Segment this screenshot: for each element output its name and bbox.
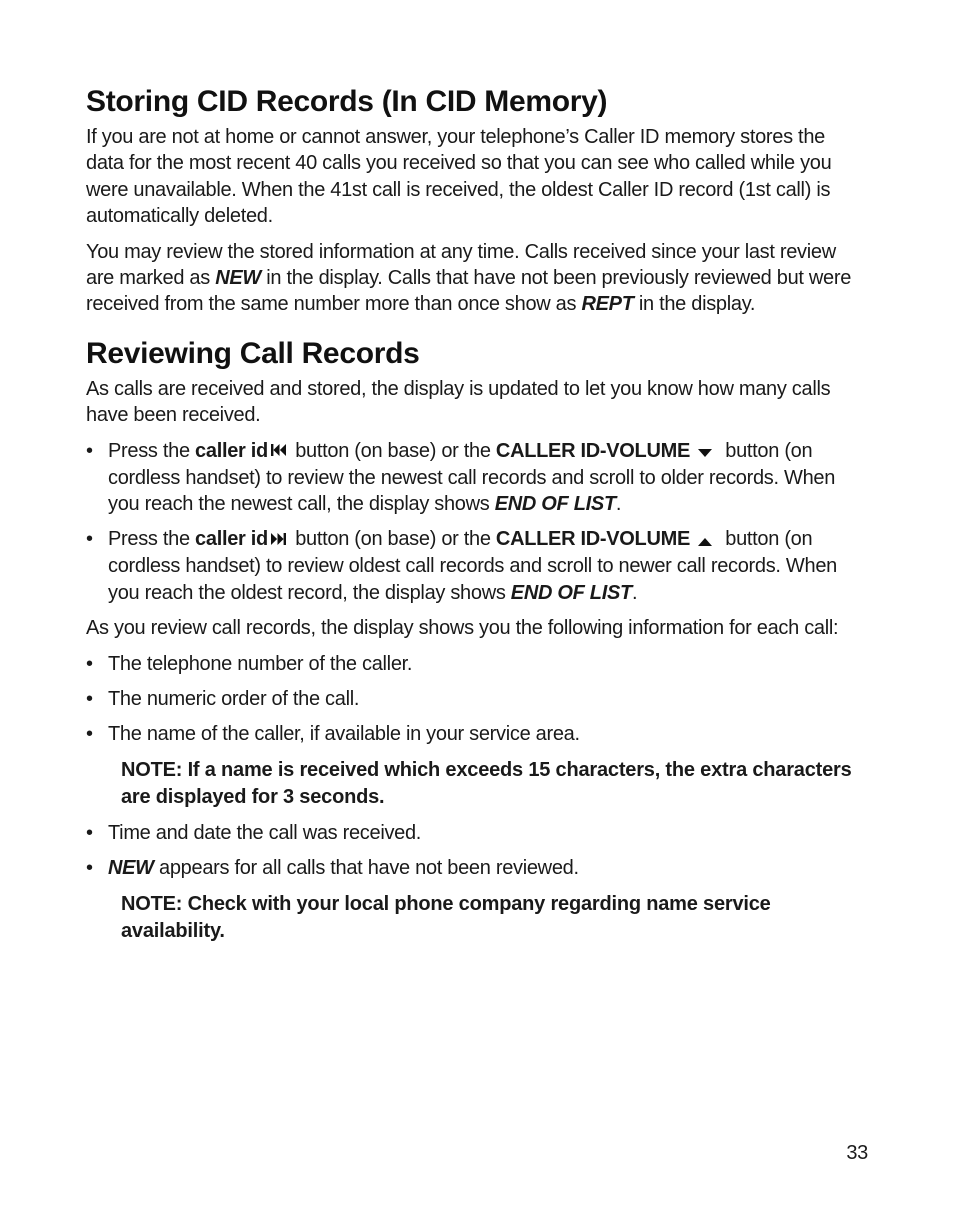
list-item-oldest: • Press the caller id button (on base) or the CALLER ID-VOLUME button (on cordless handset) to review oldest call records and scroll to newer call records. When you reach the oldest record, the display shows END OF LIST. (86, 526, 866, 606)
section-title-reviewing: Reviewing Call Records (86, 336, 420, 370)
list-item: • The telephone number of the caller. (86, 651, 866, 677)
caller-id-key-label: caller id (195, 439, 268, 462)
arrow-down-icon (698, 438, 712, 464)
skip-forward-icon (271, 527, 286, 553)
caller-id-volume-label: CALLER ID-VOLUME (495, 528, 690, 551)
note-service-availability: NOTE: Check with your local phone company regarding name service availability. (121, 892, 771, 942)
list-item: • NEW appears for all calls that have not been reviewed. (86, 855, 866, 881)
list-item: • The name of the caller, if available in your service area. (86, 721, 866, 747)
arrow-up-icon (698, 527, 712, 553)
list-item: • The numeric order of the call. (86, 686, 866, 712)
section-title-storing: Storing CID Records (In CID Memory) (86, 85, 608, 118)
skip-back-icon (271, 438, 286, 464)
info-list (86, 651, 866, 748)
caller-id-key-label: caller id (195, 528, 268, 551)
note-name-length: NOTE: If a name is received which exceeds 15 characters, the extra characters are displayed for 3 seconds. (121, 758, 852, 808)
new-label: NEW (108, 857, 154, 880)
paragraph-reviewing-intro: As calls are received and stored, the display is updated to let you know how many calls have been received. (86, 377, 831, 427)
paragraph-storing-review: You may review the stored information at any time. Calls received since your last review are marked as NEW in the display. Calls that have not been previously reviewed but were received from the same number more than once show as REPT in the display. (86, 240, 852, 316)
new-label: NEW (215, 267, 261, 290)
caller-id-volume-label: CALLER ID-VOLUME (495, 439, 690, 462)
instruction-list (86, 438, 866, 606)
info-list-continued (86, 820, 866, 882)
paragraph-storing-intro: If you are not at home or cannot answer, your telephone’s Caller ID memory stores the data for the most recent 40 calls you received so that you can see who called while you were unavailable. When the 41st call is received, the oldest Caller ID record (1st call) is automatically deleted. (86, 126, 832, 228)
list-item-newest: • Press the caller id button (on base) or the CALLER ID-VOLUME button (on cordless handset) to review the newest call records and scroll to older records. When you reach the newest call, the display shows END OF LIST. (86, 438, 866, 518)
list-item: • Time and date the call was received. (86, 820, 866, 846)
rept-label: REPT (581, 293, 634, 316)
paragraph-info-intro: As you review call records, the display shows you the following information for each call: (86, 617, 839, 640)
end-of-list-label: END OF LIST (494, 492, 616, 515)
end-of-list-label: END OF LIST (510, 581, 632, 604)
page-number: 33 (846, 1142, 868, 1164)
page-content (86, 84, 866, 954)
